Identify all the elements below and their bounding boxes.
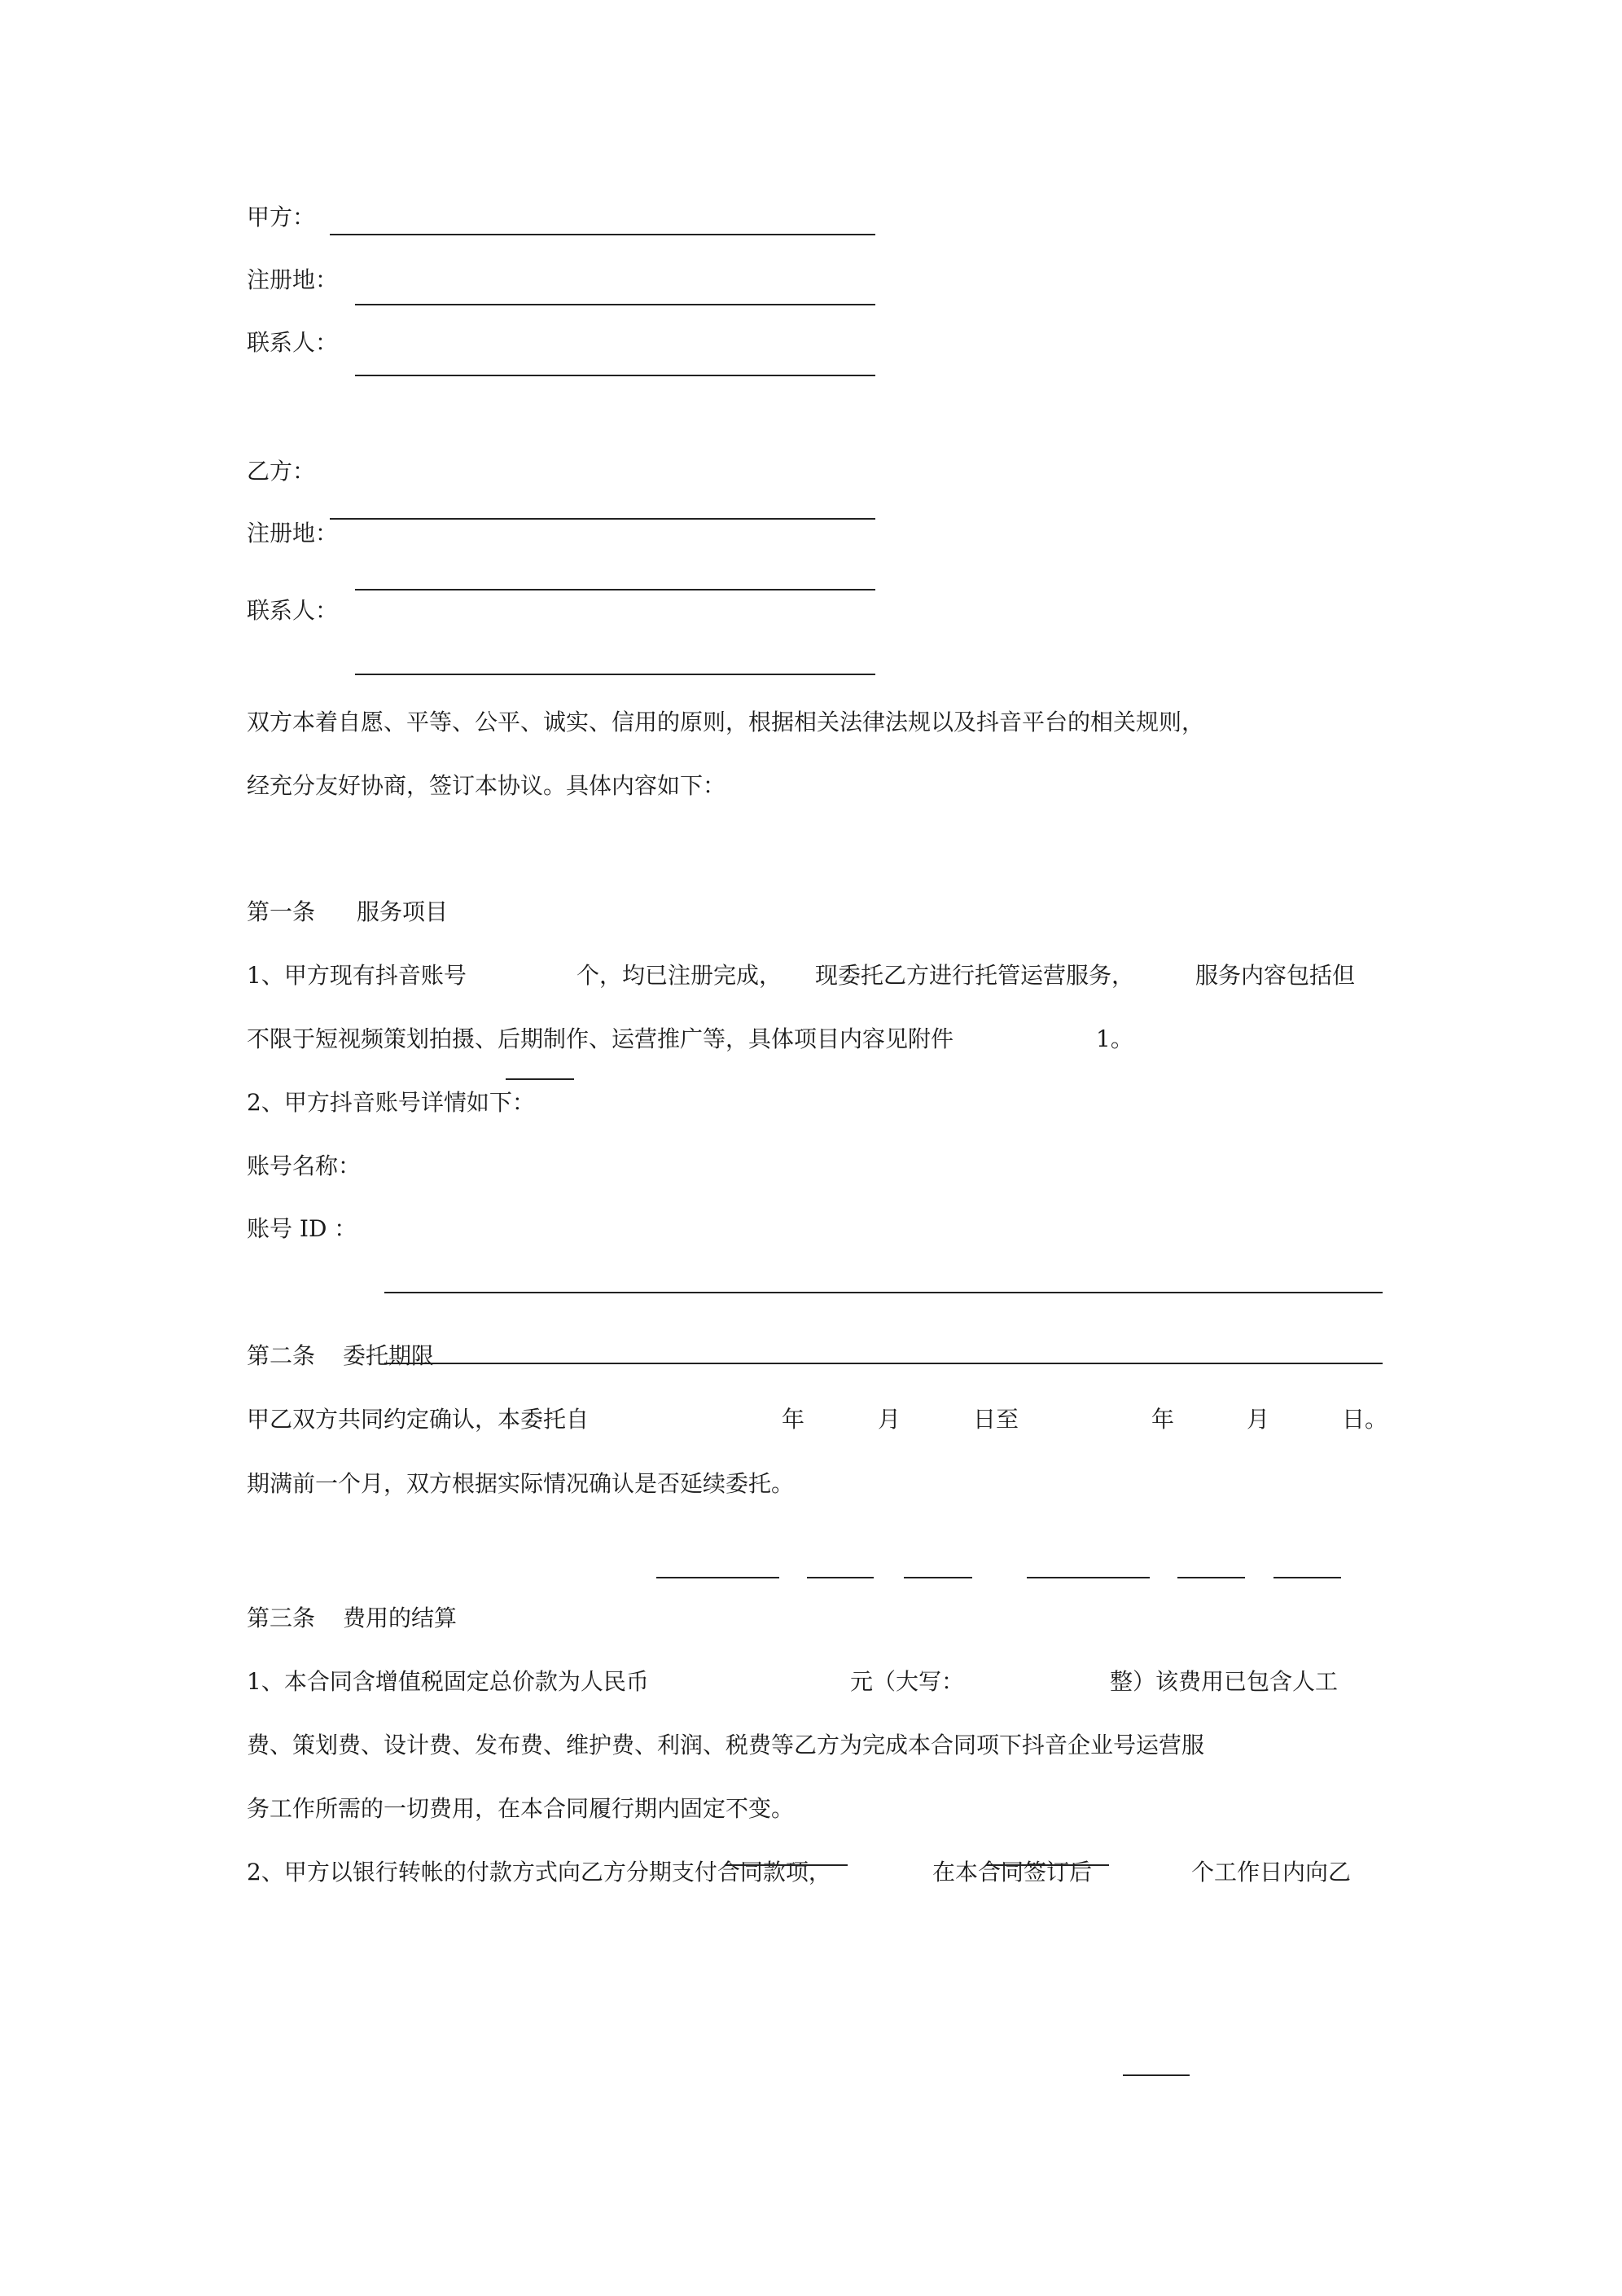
article-2-year-2: 年	[1151, 1406, 1175, 1433]
article-1-p1-b: 个，均已注册完成，	[576, 962, 783, 989]
account-id-field[interactable]	[384, 1363, 1383, 1364]
party-a-label: 甲方：	[247, 204, 316, 230]
article-2-name: 委托期限	[343, 1342, 435, 1369]
start-month-field[interactable]	[807, 1577, 874, 1578]
article-1-p1-e: 不限于短视频策划拍摄、后期制作、运营推广等，具体项目内容见附件	[247, 1025, 954, 1052]
article-1-p1-c: 现委托乙方进行托管运营服务，	[815, 962, 1135, 989]
article-3-p1-d: 费、策划费、设计费、发布费、维护费、利润、税费等乙方为完成本合同项下抖音企业号运营服	[247, 1732, 1205, 1758]
end-year-field[interactable]	[1027, 1577, 1150, 1578]
article-3-p2-b: 在本合同签订后	[932, 1859, 1093, 1886]
intro-line-2: 经充分友好协商，签订本协议。具体内容如下：	[247, 772, 726, 799]
party-a-reg-field[interactable]	[355, 304, 875, 305]
start-year-field[interactable]	[656, 1577, 779, 1578]
article-3-title: 第三条	[247, 1605, 316, 1631]
party-b-contact-label: 联系人：	[247, 597, 339, 624]
article-1-p1-f: 1。	[1096, 1025, 1133, 1052]
article-3-p1-b: 元（大写：	[850, 1668, 965, 1695]
article-2-month-1: 月	[878, 1406, 901, 1433]
account-id-label: 账号 ID ：	[247, 1215, 357, 1242]
end-day-field[interactable]	[1273, 1577, 1341, 1578]
amount-in-words-field[interactable]	[986, 1864, 1109, 1866]
party-a-contact-label: 联系人：	[247, 329, 339, 356]
article-2-day-to: 日至	[973, 1406, 1019, 1433]
amount-field[interactable]	[725, 1864, 848, 1866]
article-2-year-1: 年	[782, 1406, 805, 1433]
party-b-reg-field[interactable]	[355, 589, 875, 590]
account-name-field[interactable]	[384, 1292, 1383, 1293]
article-1-name: 服务项目	[357, 898, 449, 925]
working-days-field[interactable]	[1123, 2074, 1190, 2076]
article-2-day-end: 日。	[1342, 1406, 1388, 1433]
article-3-p2-c: 个工作日内向乙	[1191, 1859, 1352, 1886]
intro-line-1: 双方本着自愿、平等、公平、诚实、信用的原则，根据相关法律法规以及抖音平台的相关规则，	[247, 709, 1205, 735]
article-1-p2: 2、甲方抖音账号详情如下：	[247, 1089, 535, 1116]
article-1-p1-d: 服务内容包括但	[1195, 962, 1356, 989]
party-a-name-field[interactable]	[330, 234, 875, 235]
article-3-name: 费用的结算	[343, 1605, 458, 1631]
party-a-contact-field[interactable]	[355, 375, 875, 376]
article-3-p2-a: 2、甲方以银行转帐的付款方式向乙方分期支付合同款项，	[247, 1859, 831, 1886]
party-b-reg-label: 注册地：	[247, 520, 339, 547]
account-count-field[interactable]	[506, 1078, 574, 1080]
end-month-field[interactable]	[1177, 1577, 1245, 1578]
article-1-p1-a: 1、甲方现有抖音账号	[247, 962, 467, 989]
party-b-label: 乙方：	[247, 458, 316, 485]
article-3-p1-c: 整）该费用已包含人工	[1110, 1668, 1339, 1695]
article-1-title: 第一条	[247, 898, 316, 925]
party-a-reg-label: 注册地：	[247, 266, 339, 293]
article-2-p1-a: 甲乙双方共同约定确认，本委托自	[247, 1406, 590, 1433]
start-day-field[interactable]	[904, 1577, 972, 1578]
article-2-month-2: 月	[1247, 1406, 1270, 1433]
account-name-label: 账号名称：	[247, 1152, 362, 1179]
article-2-p2: 期满前一个月，双方根据实际情况确认是否延续委托。	[247, 1470, 795, 1497]
party-b-name-field[interactable]	[330, 518, 875, 520]
party-b-contact-field[interactable]	[355, 674, 875, 675]
article-3-p1-e: 务工作所需的一切费用，在本合同履行期内固定不变。	[247, 1795, 795, 1822]
article-3-p1-a: 1、本合同含增值税固定总价款为人民币	[247, 1668, 649, 1695]
article-2-title: 第二条	[247, 1342, 316, 1369]
